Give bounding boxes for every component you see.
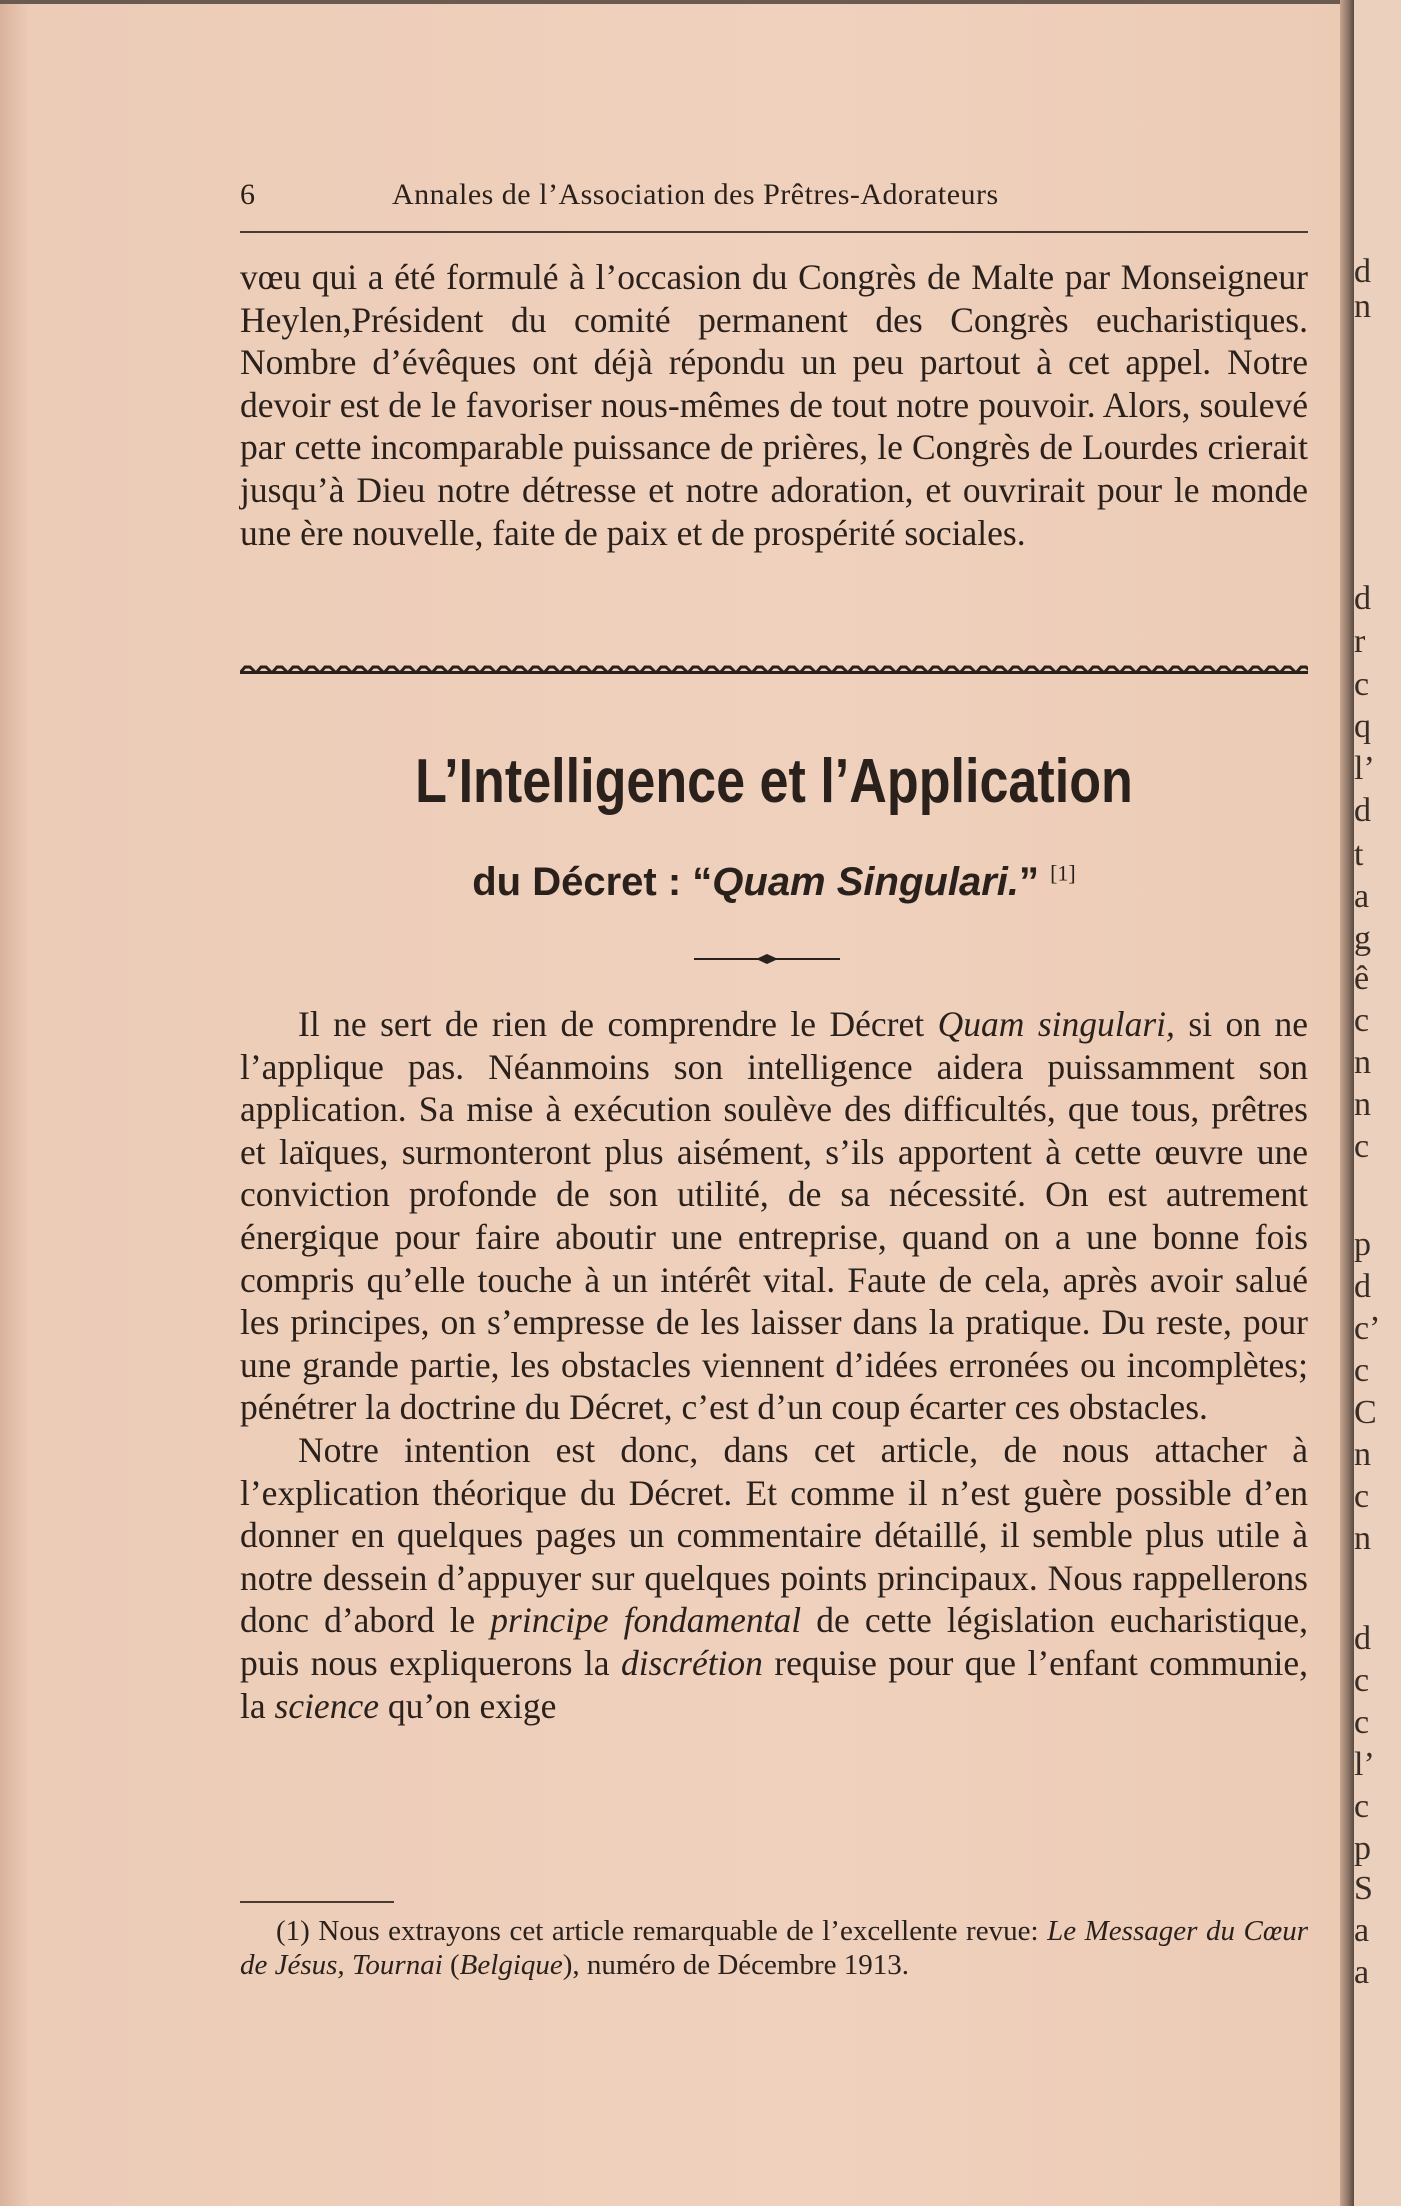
subtitle-prefix: du Décret : “ xyxy=(472,860,713,904)
adjacent-page-fragment: d xyxy=(1354,1268,1371,1305)
italic-term: Le Messager du Cœur de Jésus, xyxy=(240,1915,1308,1981)
body-paragraph-2 xyxy=(240,1429,1308,1727)
adjacent-page-fragment: n xyxy=(1354,1520,1371,1557)
text-run: Notre intention est donc, dans cet article, de nous attacher à l’explication théorique du Décret. Et comme il n’est guère possible d’en donner en quelques pages un commentaire détaillé, il semble plus utile à notre dessein d’appuyer sur quelques points principaux. Nous rappellerons donc d’abord le xyxy=(240,1429,1308,1641)
text-run: (1) Nous extrayons cet article remarquable de l’excellente revue: xyxy=(276,1915,1048,1947)
text-run: de cette législation eucharistique, puis nous expliquerons la xyxy=(240,1600,1308,1683)
adjacent-page-edge xyxy=(1354,0,1401,2206)
adjacent-page-fragment: c’ xyxy=(1354,1310,1381,1347)
adjacent-page-fragment: d xyxy=(1354,253,1371,290)
ornamental-rule xyxy=(240,665,1308,675)
adjacent-page-fragment: ê xyxy=(1354,960,1370,997)
adjacent-page-fragment: t xyxy=(1354,836,1364,873)
adjacent-page-fragment: a xyxy=(1354,878,1370,915)
page-top-edge xyxy=(0,0,1352,4)
continued-paragraph-text: vœu qui a été formulé à l’occasion du Congrès de Malte par Monseigneur Heylen,Président du comité permanent des Congrès eucharistiques. Nombre d’évêques ont déjà répondu un peu partout à cet appel. Notre devoir est de le favoriser nous-mêmes de tout notre pouvoir. Alors, soulevé par cette incomparable puissance de prières, le Congrès de Lourdes crierait jusqu’à Dieu notre détresse et notre adoration, et ouvrirait pour le monde une ère nouvelle, faite de paix et de prospérité sociales. xyxy=(240,257,1308,553)
adjacent-page-fragment: c xyxy=(1354,1478,1370,1515)
adjacent-page-fragment: n xyxy=(1354,1044,1371,1081)
adjacent-page-fragment: l’ xyxy=(1354,750,1375,787)
continued-paragraph xyxy=(240,256,1308,554)
adjacent-page-fragment: r xyxy=(1354,623,1366,660)
article-body xyxy=(240,1003,1308,1727)
subtitle-italic: Quam Singulari. xyxy=(712,860,1019,904)
text-run xyxy=(345,1949,352,1981)
adjacent-page-fragment: n xyxy=(1354,1086,1371,1123)
adjacent-page-fragment: c xyxy=(1354,1788,1370,1825)
text-run: requise pour que l’enfant communie, la xyxy=(240,1642,1308,1726)
italic-term: discrétion xyxy=(620,1642,763,1683)
article-subtitle xyxy=(240,860,1308,905)
adjacent-page-fragment: d xyxy=(1354,1620,1371,1657)
adjacent-page-fragment: p xyxy=(1354,1830,1371,1867)
text-run: ( xyxy=(442,1949,460,1981)
adjacent-page-fragment: a xyxy=(1354,1912,1370,1949)
adjacent-page-fragment: c xyxy=(1354,1704,1370,1741)
footnote-rule xyxy=(240,1901,394,1903)
adjacent-page-fragment: q xyxy=(1354,708,1371,745)
italic-term: science xyxy=(274,1685,379,1726)
divider-ornament xyxy=(694,953,840,965)
italic-term: Tournai xyxy=(351,1949,443,1981)
adjacent-page-fragment: c xyxy=(1354,1128,1370,1165)
adjacent-page-fragment: c xyxy=(1354,1002,1370,1039)
body-paragraph-1 xyxy=(240,1003,1308,1429)
adjacent-page-fragment: c xyxy=(1354,666,1370,703)
adjacent-page-fragment: l’ xyxy=(1354,1746,1375,1783)
adjacent-page-fragment: c xyxy=(1354,1352,1370,1389)
italic-title-reference: Quam singulari, xyxy=(937,1004,1175,1044)
adjacent-page-fragment: n xyxy=(1354,1436,1371,1473)
article-title: L’Intelligence et l’Application xyxy=(415,747,1133,816)
running-head xyxy=(240,178,1308,224)
adjacent-page-fragment: d xyxy=(1354,792,1371,829)
page-number: 6 xyxy=(240,178,255,211)
adjacent-page-fragment: C xyxy=(1354,1394,1377,1431)
text-run: qu’on exige xyxy=(378,1685,557,1726)
footnote-marker: [1] xyxy=(1050,860,1076,886)
adjacent-page-fragment: S xyxy=(1354,1870,1373,1907)
text-run: ), numéro de Décembre 1913. xyxy=(562,1949,910,1981)
text-run: Il ne sert de rien de comprendre le Décret xyxy=(298,1004,938,1044)
book-gutter xyxy=(1340,0,1354,2206)
footnote xyxy=(240,1914,1308,1982)
adjacent-page-fragment: a xyxy=(1354,1954,1370,1991)
subtitle-suffix: ” xyxy=(1018,860,1039,904)
text-run: si on ne l’applique pas. Néanmoins son intelligence aidera puissamment son application. Sa mise à exécution soulève des difficultés, que tous, prêtres et laïques, surmonteront plus aisément, s’ils apportent à cette œuvre une conviction profonde de son utilité, de sa nécessité. On est autrement énergique pour faire aboutir une entreprise, quand on a une bonne fois compris qu’elle touche à un intérêt vital. Faute de cela, après avoir salué les principes, on s’empresse de les laisser dans la pratique. Du reste, pour une grande partie, les obstacles viennent d’idées erronées ou incomplètes; pénétrer la doctrine du Décret, c’est d’un coup écarter ces obstacles. xyxy=(240,1004,1309,1428)
adjacent-page-fragment: g xyxy=(1354,920,1371,957)
running-title: Annales de l’Association des Prêtres-Adorateurs xyxy=(392,178,999,211)
adjacent-page-fragment: p xyxy=(1354,1226,1371,1263)
italic-term: Belgique xyxy=(459,1949,563,1981)
adjacent-page-fragment: d xyxy=(1354,580,1371,617)
adjacent-page-fragment: n xyxy=(1354,288,1371,325)
adjacent-page-fragment: c xyxy=(1354,1662,1370,1699)
header-rule xyxy=(240,231,1308,233)
italic-term: principe fondamental xyxy=(490,1600,802,1641)
